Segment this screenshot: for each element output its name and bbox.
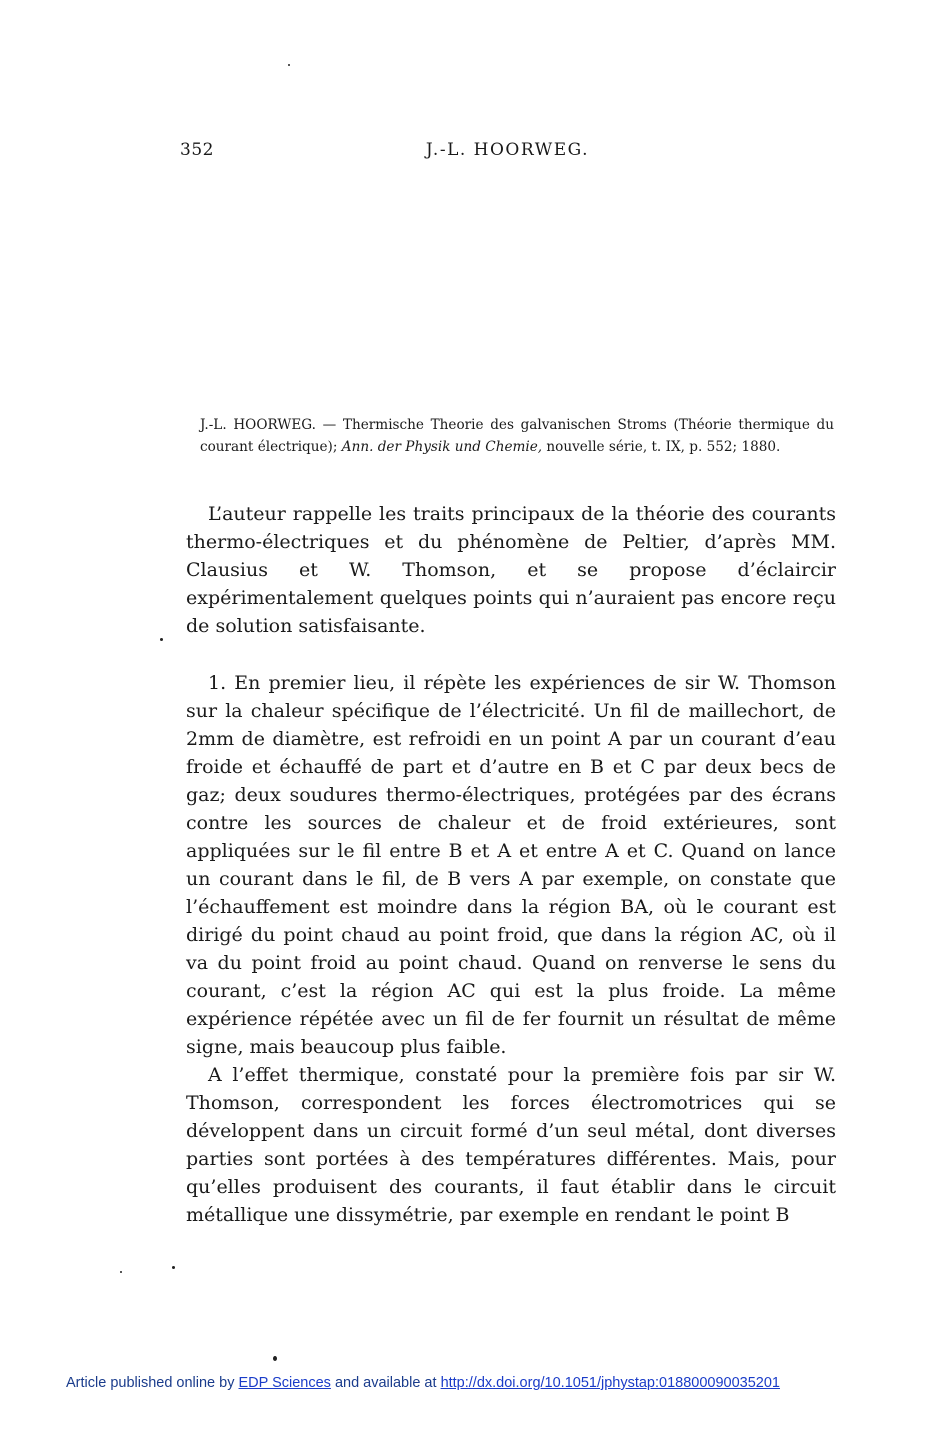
publisher-link[interactable]: EDP Sciences: [238, 1375, 331, 1391]
footer-middle: and available at: [330, 1375, 441, 1391]
body-paragraph-2: [186, 669, 836, 1061]
body-paragraph-3: [186, 1061, 836, 1229]
section-number: 1.: [208, 672, 227, 694]
paragraph-text: [186, 669, 836, 1061]
section-text: En premier lieu, il répète les expériences de sir W. Thomson sur la chaleur spécifique de l’électricité. Un fil de maillechort, de 2mm de diamètre, est refroidi en un point A par un courant d’eau froide et échauffé de part et d’autre en B et C par deux becs de gaz; deux soudures thermo-électriques, protégées par des écrans contre les sources de chaleur et de froid extérieures, sont appliquées sur le fil entre B et A et entre A et C. Quand on lance un courant dans le fil, de B vers A par exemple, on constate que l’échauffement est moindre dans la région BA, où le courant est dirigé du point chaud au point froid, que dans la région AC, où il va du point froid au point chaud. Quand on renverse le sens du courant, c’est la région AC qui est la plus froide. La même expérience répétée avec un fil de fer fournit un résultat de même signe, mais beaucoup plus faible.: [186, 672, 836, 1058]
reference-author: J.-L. HOORWEG.: [200, 417, 316, 433]
body-paragraph-1: [186, 500, 836, 640]
publication-footer: [66, 1375, 866, 1391]
paragraph-text: A l’effet thermique, constaté pour la première fois par sir W. Thomson, correspondent les forces électromotrices qui se développent dans un circuit formé d’un seul métal, dont diverses parties sont portées à des températures différentes. Mais, pour qu’elles produisent des courants, il faut établir dans le circuit métallique une dissymétrie, par exemple en rendant le point B: [186, 1064, 836, 1226]
reference-journal: Ann. der Physik und Chemie,: [341, 439, 543, 455]
bibliographic-reference: [182, 414, 834, 458]
reference-title: — Thermische Theorie des galvanischen Stroms (Théorie thermique du courant électrique);: [200, 417, 834, 455]
scan-speck: [273, 1356, 277, 1361]
running-head: J.-L. HOORWEG.: [425, 140, 590, 160]
footer-prefix: Article published online by: [66, 1375, 239, 1391]
paragraph-text: L’auteur rappelle les traits principaux de la théorie des courants thermo-électriques et du phénomène de Peltier, d’après MM. Clausius et W. Thomson, et se propose d’éclaircir expérimentalement quelques points qui n’auraient pas encore reçu de solution satisfaisante.: [186, 503, 836, 637]
page-number: 352: [180, 140, 214, 160]
page-header: [180, 140, 835, 164]
scan-speck: [172, 1266, 175, 1269]
scan-speck: [120, 1271, 122, 1273]
scan-speck: [160, 638, 163, 641]
reference-details: nouvelle série, t. IX, p. 552; 1880.: [542, 439, 781, 455]
scan-speck: [288, 64, 290, 66]
doi-link[interactable]: http://dx.doi.org/10.1051/jphystap:018800090035201: [440, 1375, 780, 1391]
